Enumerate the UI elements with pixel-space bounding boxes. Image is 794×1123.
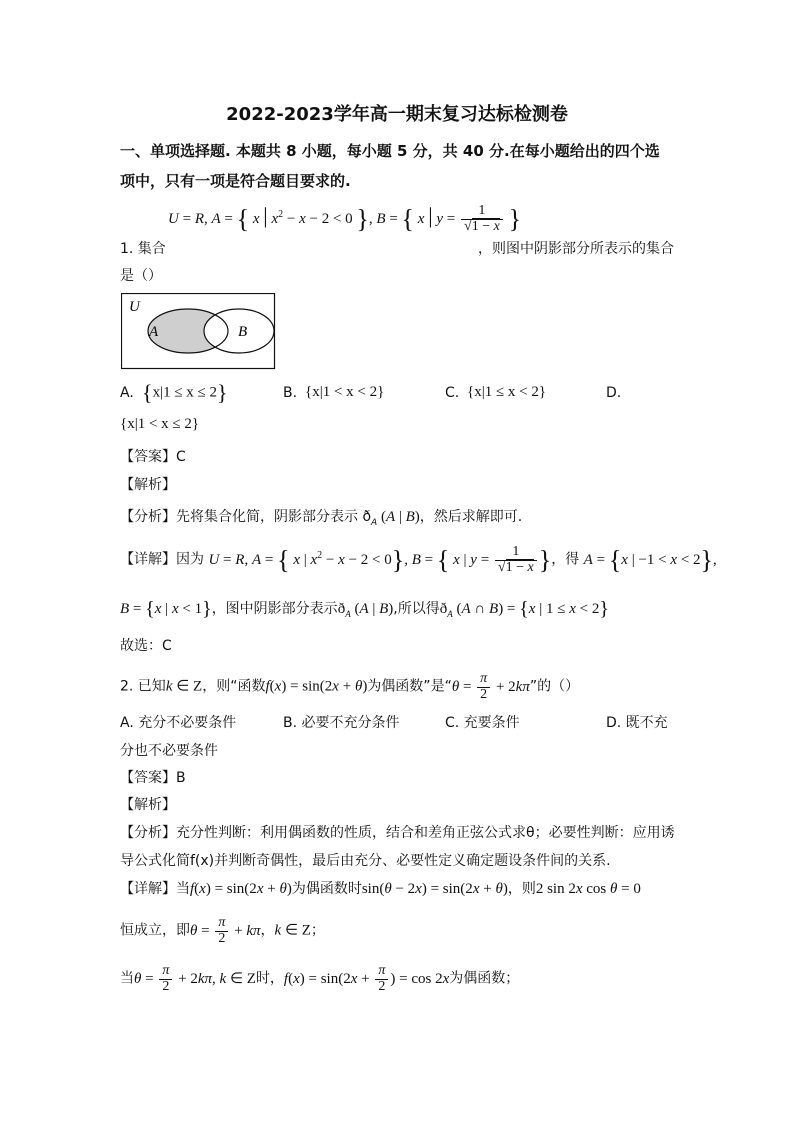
q2-xj3-pre: 当 <box>120 970 134 987</box>
q1-fenxi-end: ，然后求解即可. <box>419 509 523 525</box>
q2-xiangjie-line2: 恒成立，即θ = $\frac{\pi}{2}$ + kπ，k ∈ Z； <box>120 915 325 946</box>
q2-stem-end: ”的（） <box>529 678 580 695</box>
q2-fenxi1: 充分性判断：利用偶函数的性质，结合和差角正弦公式求θ；必要性判断：应用诱 <box>176 825 675 841</box>
q2-fenxi-line1 <box>120 822 675 842</box>
q1-option-a: {x|1 ≤ x ≤ 2} <box>142 380 228 405</box>
q1-stem-tail2: 是（） <box>120 268 162 284</box>
q2-xiangjie-line3: 当θ = $\frac{\pi}{2}$ + 2kπ, k ∈ Z时，f(x) = sin(2x + $\frac{\pi}{2}$ ) = cos 2x为偶函数； <box>120 963 520 994</box>
q2-option-d-cont: 分也不必要条件 <box>120 743 218 759</box>
q2-option-d: D. 既不充 <box>606 715 668 731</box>
q2-fenxi-line2: 导公式化简f(x)并判断奇偶性，最后由充分、必要性定义确定题设条件间的关系. <box>120 853 611 869</box>
q1-option-b: {x|1 < x < 2} <box>305 384 385 400</box>
q2-answer-line <box>120 767 186 787</box>
q2-option-b: B. 必要不充分条件 <box>283 715 400 731</box>
q2-answer: B <box>176 770 186 786</box>
q1-stem-tail: ，则图中阴影部分所表示的集合 <box>478 241 674 257</box>
q2-stem-pre: 2. 已知 <box>120 678 166 695</box>
q1-option-d-label: D. <box>606 385 622 401</box>
q2-option-c: C. 充要条件 <box>445 715 520 731</box>
q1-line2-mid: ，图中阴影部分表示 <box>211 601 338 617</box>
q1-xiangjie-pre: 因为 <box>176 551 204 568</box>
q2-xj1-pre: 当 <box>176 881 190 897</box>
xiangjie-tag: 【详解】 <box>120 881 176 897</box>
q1-option-a-label: A. <box>120 385 134 401</box>
q2-xj1-mid: 为偶函数时 <box>291 881 362 897</box>
q1-answer: C <box>176 449 186 465</box>
q1-fenxi-text: 先将集合化简，阴影部分表示 ð <box>176 509 372 525</box>
venn-diagram <box>121 293 276 370</box>
q1-xiangjie-line1: 【详解】因为 U = R, A = { x | $x^2 - x - 2 < 0$}, B = { x | y = $\frac{1}{√1 - x}$ }，得 A = {x | −1 < x < 2}, <box>120 544 717 575</box>
q1-number: 1. 集合 <box>120 241 166 257</box>
q2-analysis-tag: 【解析】 <box>120 797 176 813</box>
venn-label-b: B <box>238 324 248 340</box>
q1-option-c-label: C. <box>445 385 460 401</box>
q1-option-b-label: B. <box>283 385 298 401</box>
section-heading-line1: 一、单项选择题. 本题共 8 小题，每小题 5 分，共 40 分.在每小题给出的四个选 <box>120 142 660 160</box>
venn-label-a: A <box>149 324 159 340</box>
q1-choose: 故选：C <box>120 638 172 654</box>
answer-tag: 【答案】 <box>120 770 176 786</box>
venn-label-u: U <box>129 299 140 315</box>
fenxi-tag: 【分析】 <box>120 509 176 525</box>
q1-option-c: {x|1 ≤ x < 2} <box>467 384 547 400</box>
q1-xiangjie-line2: B = {x | x < 1}，图中阴影部分表示$ð_A$ (A | B),所以得$ð_A$ (A ∩ B) = {x | 1 ≤ x < 2} <box>120 598 609 621</box>
q2-stem-mid2: 为偶函数”是“ <box>367 678 452 695</box>
q1-answer-line <box>120 446 186 466</box>
xiangjie-tag: 【详解】 <box>120 551 176 568</box>
q2-option-a: A. 充分不必要条件 <box>120 715 237 731</box>
q2-xj3-end: 为偶函数； <box>449 970 520 987</box>
answer-tag: 【答案】 <box>120 449 176 465</box>
q1-set-definition: U = R, A = { x | $x^2 - x - 2 < 0$ }, B = { x | y = $\frac{1}{√1 - x}$ } <box>168 203 522 235</box>
q2-xj2-pre: 恒成立，即 <box>120 922 190 939</box>
q2-stem-mid1: ，则“函数 <box>202 678 266 695</box>
q1-option-d: {x|1 < x ≤ 2} <box>120 416 200 432</box>
fenxi-tag: 【分析】 <box>120 825 176 841</box>
q2-xj1-then: ，则 <box>507 881 536 897</box>
q2-stem: 2. 已知k ∈ Z，则“函数f(x) = sin(2x + θ)为偶函数”是“θ = $\frac{\pi}{2}$ + 2kπ”的（） <box>120 671 580 702</box>
q1-line2-so: ,所以得 <box>393 601 440 617</box>
q2-xiangjie-line1: 【详解】当f(x) = sin(2x + θ)为偶函数时sin(θ − 2x) = sin(2x + θ)，则2 sin 2x cos θ = 0 <box>120 881 641 897</box>
q1-fenxi: 【分析】先将集合化简，阴影部分表示 $ð_A$ (A | B)，然后求解即可. <box>120 509 523 528</box>
section-heading-line2: 项中，只有一项是符合题目要求的. <box>120 172 351 190</box>
q2-xj3-mid: 时， <box>255 970 284 987</box>
q1-option-a-text: x|1 ≤ x ≤ 2 <box>152 384 218 401</box>
q1-xiangjie-get: ，得 <box>551 551 580 568</box>
q1-analysis-tag: 【解析】 <box>120 477 176 493</box>
page-title: 2022-2023学年高一期末复习达标检测卷 <box>226 104 568 125</box>
